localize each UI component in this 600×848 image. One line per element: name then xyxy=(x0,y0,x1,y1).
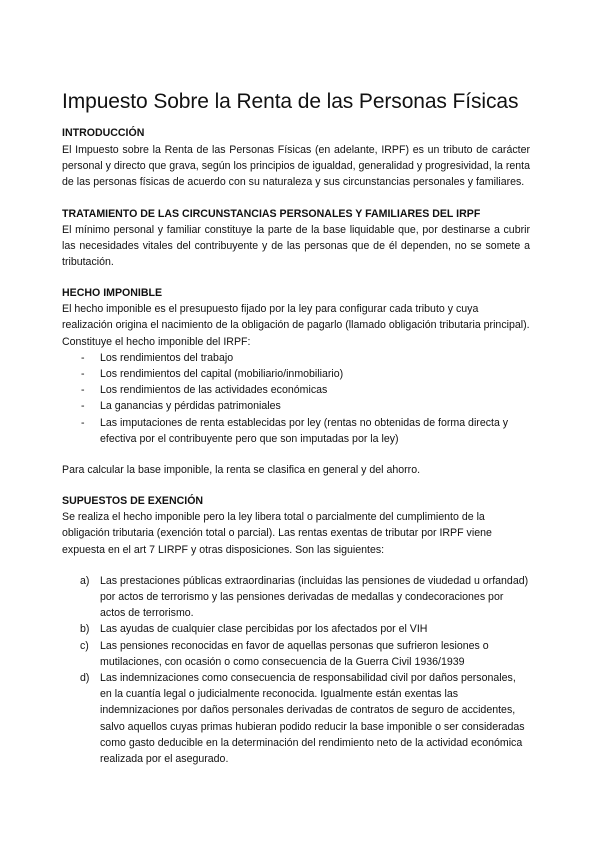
section-text-introduccion: El Impuesto sobre la Renta de las Personas Físicas (en adelante, IRPF) es un tributo de carácter personal y directo que grava, según los principios de igualdad, generalidad y progresividad, la renta de las personas físicas de acuerdo con su naturaleza y sus circunstancias personales y familiares. xyxy=(62,144,530,189)
section-introduccion xyxy=(62,126,530,191)
list-item: d) Las indemnizaciones como consecuencia de responsabilidad civil por daños personales, en la cuantía legal o judicialmente reconocida. Igualmente están exentas las indemnizaciones por daños personales derivadas de contratos de seguro de accidentes, salvo aquellos cuyas primas hubieran podido reducir la base imponible o ser consideradas como gasto deducible en la determinación del rendimiento neto de la actividad económica realizada por el asegurado. xyxy=(80,672,525,766)
section-heading-supuestos-exencion: SUPUESTOS DE EXENCIÓN xyxy=(62,495,204,508)
section-hecho-imponible xyxy=(62,286,530,478)
list-item: - La ganancias y pérdidas patrimoniales xyxy=(62,398,530,414)
exencion-list xyxy=(62,573,530,767)
list-item: - Los rendimientos del trabajo xyxy=(62,350,530,366)
section-heading-introduccion: INTRODUCCIÓN xyxy=(62,127,145,139)
section-tratamiento xyxy=(62,207,530,271)
list-dash: - xyxy=(81,384,85,397)
list-marker: d) xyxy=(80,672,90,685)
section-text-tratamiento: El mínimo personal y familiar constituye la parte de la base liquidable que, por destinarse a cubrir las necesidades vitales del contribuyente y de las personas que de él dependen, no se somete a tributación. xyxy=(62,223,530,269)
document-page xyxy=(62,88,530,783)
section-heading-hecho-imponible: HECHO IMPONIBLE xyxy=(62,287,163,300)
list-item: c) Las pensiones reconocidas en favor de aquellas personas que sufrieron lesiones o mutilaciones, con ocasión o como consecuencia de la Guerra Civil 1936/1939 xyxy=(80,639,489,668)
list-dash: - xyxy=(81,368,85,381)
list-item: - Los rendimientos del capital (mobiliario/inmobiliario) xyxy=(62,366,530,382)
list-item: - Los rendimientos de las actividades económicas xyxy=(62,382,530,398)
section-text-hecho-imponible: El hecho imponible es el presupuesto fijado por la ley para configurar cada tributo y cuya realización origina el nacimiento de la obligación de pagarlo (llamado obligación tributaria principal). Constituye el hecho imponible del IRPF: xyxy=(62,303,530,348)
section-supuestos-exencion xyxy=(62,494,530,767)
list-item: a) Las prestaciones públicas extraordinarias (incluidas las pensiones de viudedad u orfandad) por actos de terrorismo y las pensiones derivadas de medallas y condecoraciones por actos de terrorismo. xyxy=(80,574,529,620)
list-marker: a) xyxy=(80,574,90,587)
list-item: - Las imputaciones de renta establecidas por ley (rentas no obtenidas de forma directa y efectiva por el contribuyente pero que son imputadas por la ley) xyxy=(81,416,509,445)
list-marker: b) xyxy=(80,623,90,636)
list-dash: - xyxy=(81,351,85,364)
document-title: Impuesto Sobre la Renta de las Personas Físicas xyxy=(62,90,519,113)
list-dash: - xyxy=(81,416,85,429)
hecho-imponible-list xyxy=(62,350,530,447)
list-dash: - xyxy=(81,400,85,413)
hecho-imponible-footer: Para calcular la base imponible, la renta se clasifica en general y del ahorro. xyxy=(62,464,421,477)
list-marker: c) xyxy=(80,639,89,652)
section-text-supuestos-exencion: Se realiza el hecho imponible pero la ley libera total o parcialmente del cumplimiento de la obligación tributaria (exención total o parcial). Las rentas exentas de tributar por IRPF viene expuesta en el art 7 LIRPF y otras disposiciones. Son las siguientes: xyxy=(62,511,492,556)
list-item: b) Las ayudas de cualquier clase percibidas por los afectados por el VIH xyxy=(62,621,530,637)
section-heading-tratamiento: TRATAMIENTO DE LAS CIRCUNSTANCIAS PERSONALES Y FAMILIARES DEL IRPF xyxy=(62,207,481,220)
